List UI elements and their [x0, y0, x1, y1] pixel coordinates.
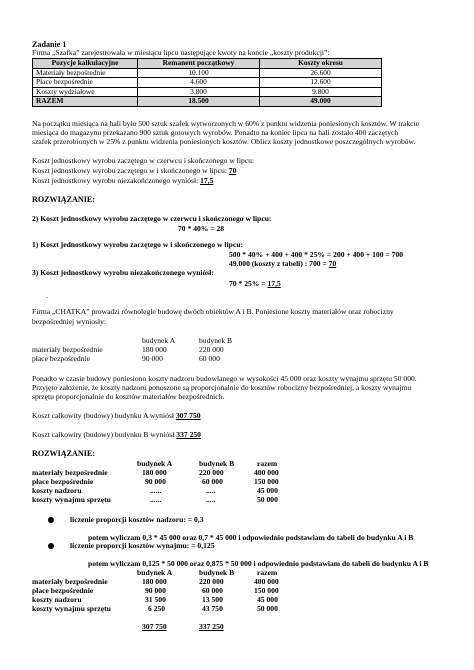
table-cell: 10.100 [138, 68, 260, 78]
header-cell: Koszty okresu [260, 59, 382, 69]
task1-paragraph-line: szafek przerobionych w 25% z punktu widzenia poniesionych kosztów. Oblicz koszty jednostkowe poszczególnych wyrobów. [32, 137, 416, 146]
table-cell: 220 000 [199, 577, 224, 586]
table-cell: 3.800 [138, 87, 260, 97]
calculation-note: potem wyliczam 0,125 * 50 000 oraz 0,875 * 50 000 i odpowiednio podstawiam do tabeli do budynku A i B [88, 559, 429, 568]
calculation-note: potem wyliczam 0,3 * 45 000 oraz 0,7 * 45 000 i odpowiednio podstawiam do tabeli do budynku A i B [88, 533, 414, 542]
solution-step-1-title: 1) Koszt jednostkowy wyrobu zaczętego w i skończonego w lipcu: [32, 240, 243, 249]
bullet-icon [48, 517, 54, 523]
col-header: budynek B [199, 336, 233, 345]
stray-dot: . [46, 291, 48, 300]
row-label: płace bezpośrednie [32, 477, 94, 486]
table-cell: 150 000 [254, 586, 279, 595]
header-cell: Pozycje kalkulacyjne [33, 59, 138, 69]
bullet-text: liczenie proporcji kosztów wynajmu: = 0,125 [70, 541, 215, 550]
task2-paragraph-line: bezpośredniej wyniosły: [32, 317, 107, 326]
result-building-b: Koszt całkowity (budowy) budynku B wyniósł 337 250 [32, 430, 201, 439]
solution-step-2-calc: 70 * 40% = 28 [178, 224, 225, 233]
task2-paragraph-line: sprzętu proporcjonalnie do kosztów materiałów bezpośrednich. [32, 392, 225, 401]
table-total-row [33, 97, 382, 107]
table-row [33, 78, 382, 88]
question-2: Koszt jednostkowy wyrobu zaczętego w i skończonego w lipcu: 70 [32, 166, 237, 175]
table-cell: 50 000 [257, 604, 278, 613]
row-label: materiały bezpośrednie [32, 468, 108, 477]
col-header: budynek A [137, 459, 173, 468]
header-cell: Remanent początkowy [138, 59, 260, 69]
row-label: płace bezpośrednie [32, 586, 94, 595]
task2-paragraph-line: Firma „CHATKA” prowadzi równolegle budowę dwóch obiektów A i B. Poniesione koszty materiałów oraz robocizny [32, 307, 394, 316]
solution-step-2-title: 2) Koszt jednostkowy wyrobu zaczętego w czerwcu i skończonego w lipcu: [32, 214, 272, 223]
answer-value: 70 [228, 166, 237, 175]
col-header: budynek A [142, 336, 176, 345]
table-cell: 180 000 [142, 345, 167, 354]
row-label: koszty wynajmu sprzętu [32, 495, 111, 504]
question-3: Koszt jednostkowy wyrobu niezakończonego wyniósł: 17,5 [32, 176, 214, 185]
task1-title: Zadanie 1 [32, 40, 67, 49]
table-cell: 31 500 [145, 595, 166, 604]
table-cell: 45 000 [257, 486, 278, 495]
table-cell: ..... [206, 486, 216, 495]
solution-step-1-calc: 500 * 40% + 400 + 400 * 25% = 200 + 400 + 100 = 700 [229, 250, 404, 259]
table-cell: 220 000 [199, 468, 224, 477]
solution-step-1-result: 49.000 (koszty z tabeli) : 700 = 70 [229, 259, 337, 268]
question-1: Koszt jednostkowy wyrobu zaczętego w czerwcu i skończonego w lipcu: [32, 156, 255, 165]
total-building-b: 337 250 [199, 622, 224, 631]
col-header: budynek B [199, 459, 235, 468]
table-cell: ...... [150, 495, 162, 504]
col-header: budynek B [199, 568, 235, 577]
table-cell: 18.500 [138, 97, 260, 107]
table-cell: 180 000 [142, 577, 167, 586]
table-cell: 180 000 [142, 468, 167, 477]
solution-heading: ROZWIĄZANIE: [32, 195, 95, 204]
task1-paragraph-line: miesiąca do magazynu przekazano 900 sztuk gotowych wyrobów. Ponadto na koniec lipca na hali zostało 400 zaczętych [32, 128, 399, 137]
table-cell: ..... [206, 495, 216, 504]
table-cell: 90 000 [145, 477, 166, 486]
row-label: koszty wynajmu sprzętu [32, 604, 111, 613]
table-cell: 90 000 [142, 354, 163, 363]
table-cell: Koszty wydziałowe [33, 87, 138, 97]
table-cell: Płace bezpośrednie [33, 78, 138, 88]
task1-intro: Firma „Szafka” zarejestrowała w miesiącu lipcu następujące kwoty na koncie „koszty produkcji”: [32, 48, 330, 57]
answer-value: 337 250 [176, 430, 201, 439]
table-cell: 220 000 [199, 345, 224, 354]
table-cell: 60 000 [202, 586, 223, 595]
table-cell: 400 000 [254, 468, 279, 477]
total-building-a: 307 750 [142, 622, 167, 631]
col-header: budynek A [137, 568, 173, 577]
table-cell: 13 500 [202, 595, 223, 604]
table-cell: 4.600 [138, 78, 260, 88]
table-cell: 12.600 [260, 78, 382, 88]
task1-paragraph-line: Na początku miesiąca na hali było 500 sztuk szafek wytworzonych w 60% z punktu widzenia poniesionych kosztów. W trakcie [32, 119, 420, 128]
table-cell: ...... [150, 486, 162, 495]
row-label: płace bezpośrednie [32, 354, 90, 363]
col-header: razem [257, 459, 278, 468]
task2-paragraph-line: Przyjęto założenie, że koszty nadzoru ponoszone są proporcjonalnie do kosztów robocizny bezpośredniej, a koszty wynajmu [32, 383, 412, 392]
solution-step-3-calc: 70 * 25% = 17,5 [229, 279, 281, 288]
table-cell: 60 000 [202, 477, 223, 486]
table-header-row [33, 59, 382, 69]
table-cell: 9.800 [260, 87, 382, 97]
task1-table [32, 58, 382, 107]
table-cell: 6 250 [148, 604, 166, 613]
solution-step-3-title: 3) Koszt jednostkowy wyrobu niezakończonego wyniósł: [32, 268, 214, 277]
table-cell: RAZEM [33, 97, 138, 107]
table-cell: 60 000 [199, 354, 220, 363]
table-cell: 90 000 [145, 586, 166, 595]
row-label: materiały bezpośrednie [32, 577, 108, 586]
table-cell: 26.600 [260, 68, 382, 78]
task2-paragraph-line: Ponadto w czasie budowy poniesiono koszty nadzoru budowlanego w wysokości 45 000 oraz koszty wynajmu sprzętu 50 000. [32, 374, 417, 383]
answer-value: 307 750 [175, 411, 201, 420]
table-cell: 49.000 [260, 97, 382, 107]
solution-heading: ROZWIĄZANIE: [32, 449, 95, 458]
table-cell: 150 000 [254, 477, 279, 486]
bullet-icon [48, 543, 54, 549]
table-cell: Materiały bezpośrednie [33, 68, 138, 78]
table-cell: 45 000 [257, 595, 278, 604]
row-label: koszty nadzoru [32, 486, 82, 495]
table-cell: 400 000 [254, 577, 279, 586]
col-header: razem [257, 568, 278, 577]
answer-value: 17,5 [200, 176, 214, 185]
result-building-a: Koszt całkowity (budowy) budynku A wyniósł 307 750 [32, 411, 201, 420]
table-cell: 43 750 [202, 604, 223, 613]
table-cell: 50 000 [257, 495, 278, 504]
bullet-text: liczenie proporcji kosztów nadzoru: = 0,3 [70, 515, 204, 524]
row-label: materiały bezpośrednie [32, 345, 103, 354]
row-label: koszty nadzoru [32, 595, 82, 604]
